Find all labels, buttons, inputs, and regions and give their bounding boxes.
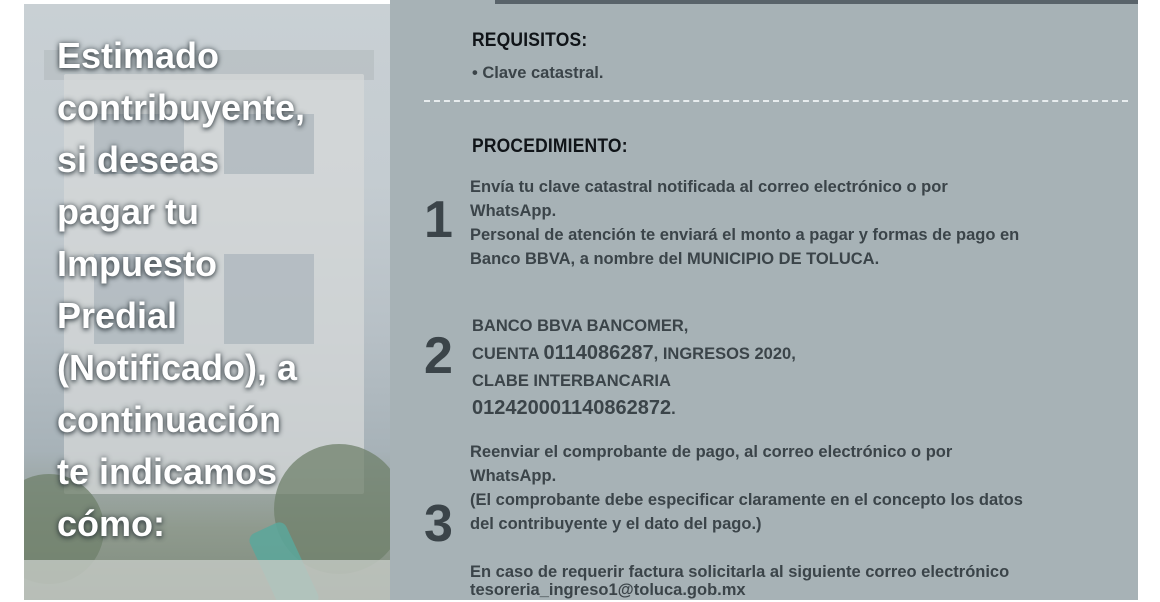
clabe-number: 012420001140862872: [472, 397, 672, 419]
step-3-line: Reenviar el comprobante de pago, al correo electrónico o por: [470, 443, 953, 461]
intro-line: pagar tu: [57, 191, 200, 232]
intro-line: Predial: [57, 295, 178, 336]
step-1-line: Personal de atención te enviará el monto a pagar y formas de pago en: [470, 226, 1020, 244]
cuenta-suffix: , INGRESOS 2020,: [653, 345, 796, 363]
section-divider: [424, 100, 1128, 102]
intro-line: si deseas: [57, 139, 220, 180]
step-2-text: [472, 313, 796, 423]
intro-line: Impuesto: [57, 243, 218, 284]
step-3-line: [470, 536, 1023, 560]
step-number-1: 1: [424, 191, 453, 249]
step-3-line: En caso de requerir factura solicitarla al siguiente correo electrónico: [470, 563, 1010, 581]
step-1-line: Banco BBVA, a nombre del MUNICIPIO DE TOLUCA.: [470, 250, 880, 268]
step-number-3: 3: [424, 495, 453, 553]
step-1-line: Envía tu clave catastral notificada al correo electrónico o por: [470, 178, 948, 196]
procedimiento-title: PROCEDIMIENTO:: [472, 136, 628, 157]
photo-ground: [24, 560, 392, 600]
cuenta-number: 0114086287: [543, 342, 654, 364]
requisitos-title: REQUISITOS:: [472, 30, 588, 51]
step-1-text: [470, 175, 1019, 271]
cuenta-label: CUENTA: [472, 345, 539, 363]
clabe-suffix: .: [671, 400, 676, 418]
intro-line: te indicamos: [57, 451, 278, 492]
step-3-text: [470, 440, 1023, 602]
top-bar: [495, 0, 1138, 4]
cuenta-line: [472, 340, 796, 368]
step-3-line: (El comprobante debe especificar claramente en el concepto los datos: [470, 491, 1023, 509]
intro-line: contribuyente,: [57, 87, 306, 128]
intro-line: cómo:: [57, 503, 165, 544]
intro-line: Estimado: [57, 35, 220, 76]
intro-line: (Notificado), a: [57, 347, 297, 388]
requisitos-item: • Clave catastral.: [472, 64, 604, 82]
clabe-label: CLABE INTERBANCARIA: [472, 372, 671, 390]
clabe-line: [472, 395, 796, 423]
step-3-line: del contribuyente y el dato del pago.): [470, 515, 762, 533]
step-1-line: WhatsApp.: [470, 202, 557, 220]
step-3-line: WhatsApp.: [470, 467, 557, 485]
intro-heading: [57, 30, 387, 550]
bank-name: BANCO BBVA BANCOMER,: [472, 317, 689, 335]
step-number-2: 2: [424, 327, 453, 385]
intro-line: continuación: [57, 399, 281, 440]
invoice-email: tesoreria_ingreso1@toluca.gob.mx: [470, 581, 746, 599]
